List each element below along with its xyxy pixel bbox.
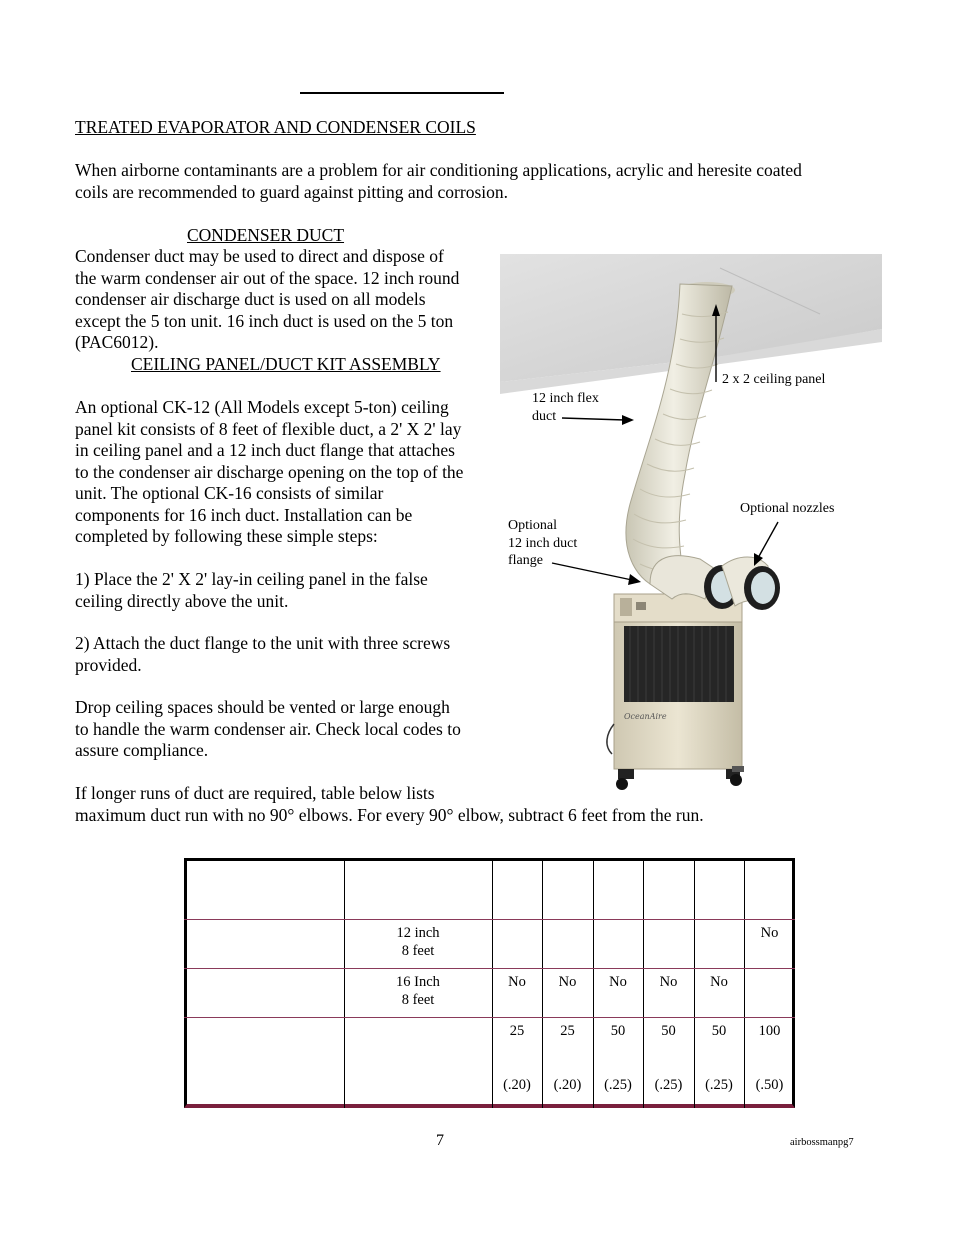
drop-ceiling-paragraph	[75, 697, 461, 762]
row-2-length-text: 8 feet	[401, 992, 435, 1008]
condenser-duct-line: the warm condenser air out of the space. 12 inch round	[75, 267, 460, 288]
row-1-length-text: 8 feet	[401, 943, 435, 959]
table-row-3-cell: 50	[711, 1023, 727, 1039]
table-row-2-cell: No	[508, 974, 526, 990]
table-row-3-cell: 25	[560, 1023, 575, 1039]
ceiling-kit-line: components for 16 inch duct. Installation can be	[75, 504, 413, 525]
table-row-2-cell: No	[558, 974, 577, 990]
nozzles-arrow	[758, 522, 778, 558]
document-id: airbossmanpg7	[790, 1137, 854, 1148]
table-row-3-subcell: (.25)	[654, 1077, 683, 1093]
coils-paragraph-line-1: When airborne contaminants are a problem for air conditioning applications, acrylic and heresite coated	[75, 160, 802, 180]
step-2-line: 2) Attach the duct flange to the unit with three screws	[75, 633, 451, 653]
table-row-2-cell: No	[659, 974, 678, 990]
condenser-duct-line: (PAC6012).	[75, 332, 159, 352]
condenser-duct-line: except the 5 ton unit. 16 inch duct is used on the 5 ton	[75, 310, 454, 331]
table-row-1-size	[344, 924, 492, 960]
table-row-2-cell: No	[710, 974, 728, 990]
flex-duct-label	[532, 390, 599, 425]
caster-left	[616, 778, 628, 790]
nozzles-label: Optional nozzles	[740, 501, 835, 516]
table-row-3-cell: 25	[509, 1023, 525, 1039]
row-1-size-text: 12 inch	[396, 925, 440, 941]
table-row-3-subcell: (.20)	[553, 1077, 582, 1093]
coils-paragraph-line-2: coils are recommended to guard against pitting and corrosion.	[75, 182, 508, 202]
step-1-line: ceiling directly above the unit.	[75, 590, 289, 611]
table-row-3-cell: 100	[758, 1023, 781, 1039]
ceiling-kit-line: in ceiling panel and a 12 inch duct flange that attaches	[75, 440, 455, 460]
ceiling-panel-label: 2 x 2 ceiling panel	[722, 372, 826, 387]
coils-heading: TREATED EVAPORATOR AND CONDENSER COILS	[75, 117, 476, 137]
drop-ceiling-line: assure compliance.	[75, 740, 209, 760]
ceiling-kit-line: panel kit consists of 8 feet of flexible duct, a 2' X 2' lay	[75, 418, 462, 439]
step-1	[75, 569, 428, 612]
table-row-3-cell: 50	[610, 1023, 626, 1039]
condenser-duct-heading: CONDENSER DUCT	[187, 225, 345, 245]
step-2	[75, 633, 450, 676]
table-row-3-subcell: (.25)	[604, 1077, 632, 1093]
ceiling-kit-line: completed by following these simple steps:	[75, 526, 378, 546]
row-2-size-text: 16 Inch	[396, 974, 440, 990]
drop-ceiling-line: Drop ceiling spaces should be vented or large enough	[75, 697, 450, 717]
flex-duct-label-line: duct	[532, 408, 557, 424]
table-row-2-size	[344, 973, 492, 1009]
flange-label-line: flange	[508, 553, 543, 568]
step-1-line: 1) Place the 2' X 2' lay-in ceiling panel in the false	[75, 569, 428, 589]
step-2-line: provided.	[75, 654, 142, 675]
flange-label	[508, 517, 577, 570]
condenser-duct-line: condenser air discharge duct is used on all models	[75, 289, 426, 309]
table-row-3-subcell: (.20)	[503, 1077, 531, 1093]
ceiling-kit-heading: CEILING PANEL/DUCT KIT ASSEMBLY	[131, 354, 441, 374]
longer-runs-line-2: maximum duct run with no 90° elbows. For every 90° elbow, subtract 6 feet from the run.	[75, 805, 704, 825]
ceiling-kit-paragraph	[75, 397, 463, 548]
table-row-1-last-cell: No	[760, 925, 779, 941]
flex-duct-label-line: 12 inch flex	[532, 391, 599, 406]
drop-ceiling-line: to handle the warm condenser air. Check local codes to	[75, 718, 461, 739]
table-row-2-cell: No	[609, 974, 627, 990]
top-rule	[300, 92, 504, 94]
flange-label-line: 12 inch duct	[508, 535, 578, 551]
duct-run-table	[184, 858, 795, 1108]
condenser-duct-line: Condenser duct may be used to direct and dispose of	[75, 246, 444, 266]
condenser-duct-paragraph	[75, 246, 459, 354]
ceiling-kit-line: An optional CK-12 (All Models except 5-ton) ceiling	[75, 397, 449, 417]
page-number: 7	[436, 1132, 444, 1149]
ceiling-kit-line: to the condenser air discharge opening on the top of the	[75, 461, 464, 482]
table-row-3-subcell: (.50)	[755, 1077, 784, 1093]
caster-right	[730, 774, 742, 786]
table-row-3-cell: 50	[661, 1023, 676, 1039]
table-row-3-subcell: (.25)	[705, 1077, 733, 1093]
ceiling-kit-line: unit. The optional CK-16 consists of similar	[75, 483, 384, 503]
longer-runs-line-1: If longer runs of duct are required, table below lists	[75, 783, 435, 803]
svg-text:OceanAire: OceanAire	[624, 712, 667, 721]
flange-label-line: Optional	[508, 518, 557, 533]
